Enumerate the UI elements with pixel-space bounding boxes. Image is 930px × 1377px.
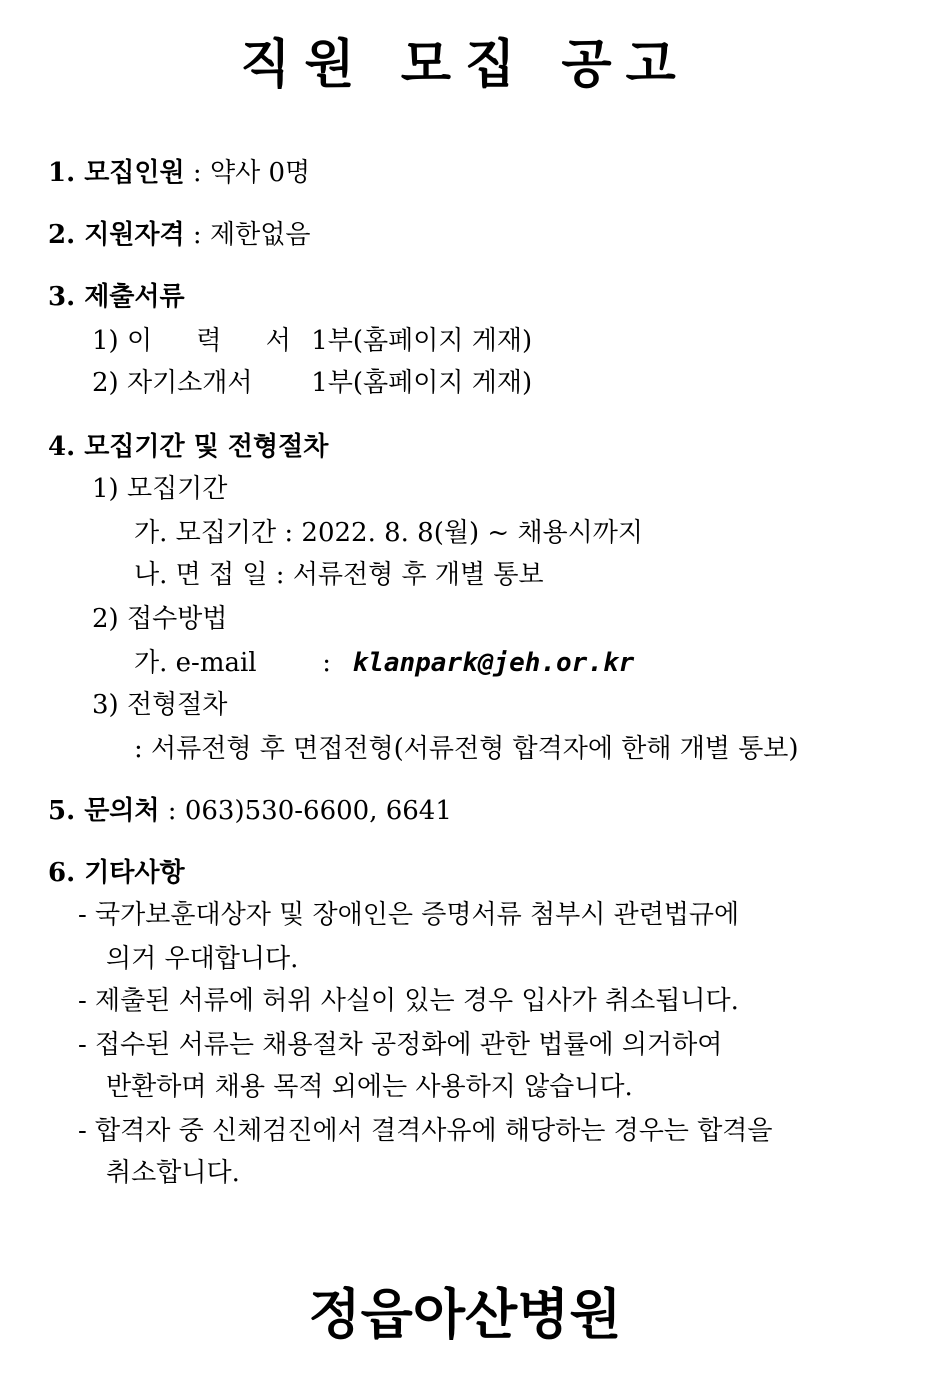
- item-number: 1): [92, 326, 119, 356]
- etc-line: - 국가보훈대상자 및 장애인은 증명서류 첨부시 관련법규에: [78, 900, 740, 930]
- item-value: 1부(홈페이지 게재): [311, 326, 533, 356]
- document-item: [92, 324, 532, 358]
- etc-line: - 접수된 서류는 채용절차 공정화에 관한 법률에 의거하여: [78, 1030, 723, 1060]
- period-dates: [134, 516, 643, 550]
- section-etc-label: 6. 기타사항: [48, 858, 185, 888]
- section-label: 2. 지원자격: [48, 220, 185, 250]
- period-value: : 2022. 8. 8(월) ~ 채용시까지: [276, 518, 644, 548]
- item-value: 1부(홈페이지 게재): [311, 368, 533, 398]
- item-name: 자기소개서: [126, 368, 253, 398]
- section-period-label: 4. 모집기간 및 전형절차: [48, 432, 329, 462]
- email-label: 가. e-mail: [134, 648, 257, 678]
- section-value: 약사 0명: [209, 158, 311, 188]
- section-qualification: [48, 218, 310, 252]
- separator: :: [184, 158, 210, 188]
- item-name: 이 력 서: [126, 326, 309, 356]
- hospital-name: 정읍아산병원: [308, 1282, 622, 1346]
- interview-label: 나. 면 접 일: [134, 560, 268, 590]
- email-line: [134, 646, 634, 680]
- period-heading: 1) 모집기간: [92, 474, 228, 504]
- interview-date: [134, 558, 544, 592]
- etc-line: - 제출된 서류에 허위 사실이 있는 경우 입사가 취소됩니다.: [78, 986, 739, 1016]
- item-number: 2): [92, 368, 119, 398]
- section-recruit-count: [48, 156, 310, 190]
- section-documents-label: 3. 제출서류: [48, 282, 185, 312]
- section-value: 제한없음: [209, 220, 311, 250]
- section-label: 5. 문의처: [48, 796, 160, 826]
- page-title: 직원 모집 공고: [240, 34, 690, 95]
- document-item: [92, 366, 532, 400]
- method-heading: 2) 접수방법: [92, 604, 228, 634]
- etc-line: 취소합니다.: [106, 1158, 240, 1188]
- separator: :: [159, 796, 185, 826]
- section-label: 1. 모집인원: [48, 158, 185, 188]
- email-link[interactable]: klanpark@jeh.or.kr: [352, 648, 635, 678]
- process-text: : 서류전형 후 면접전형(서류전형 합격자에 한해 개별 통보): [134, 734, 799, 764]
- interview-value: : 서류전형 후 개별 통보: [267, 560, 544, 590]
- etc-line: - 합격자 중 신체검진에서 결격사유에 해당하는 경우는 합격을: [78, 1116, 773, 1146]
- separator: :: [322, 648, 332, 678]
- section-contact: [48, 794, 452, 828]
- period-label: 가. 모집기간: [134, 518, 277, 548]
- process-heading: 3) 전형절차: [92, 690, 228, 720]
- contact-phone: 063)530-6600, 6641: [184, 796, 452, 826]
- etc-line: 반환하며 채용 목적 외에는 사용하지 않습니다.: [106, 1072, 633, 1102]
- etc-line: 의거 우대합니다.: [106, 944, 299, 974]
- separator: :: [184, 220, 210, 250]
